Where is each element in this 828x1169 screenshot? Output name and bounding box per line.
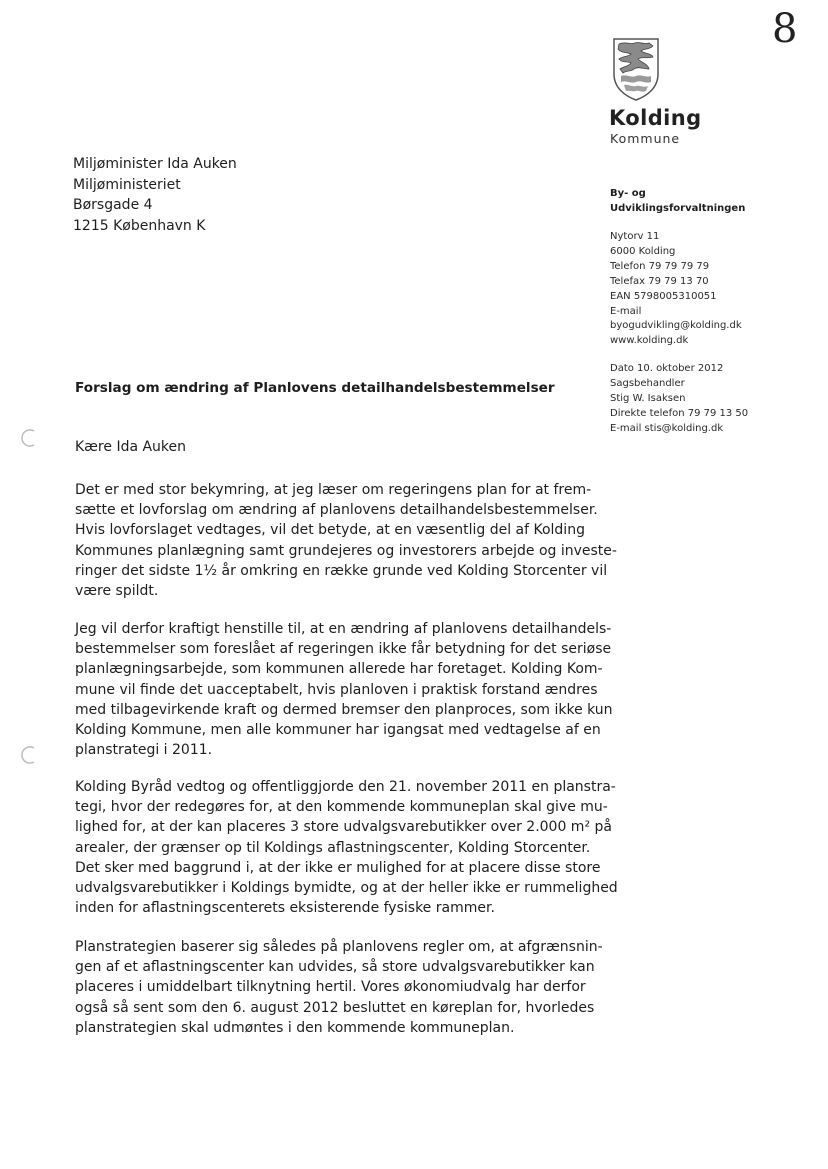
recipient-line: 1215 København K — [73, 217, 206, 234]
case-info-line: E-mail stis@kolding.dk — [610, 422, 724, 434]
case-info-line: Sagsbehandler — [610, 377, 685, 389]
letter-subject: Forslag om ændring af Planlovens detailhandelsbestemmelser — [75, 380, 555, 396]
recipient-line: Miljøministeriet — [73, 176, 181, 193]
punch-hole-mark — [20, 745, 38, 765]
paragraph-line: Planstrategien baserer sig således på planlovens regler om, at afgrænsnin- — [75, 939, 603, 955]
paragraph-line: placeres i umiddelbart tilknytning hertil. Vores økonomiudvalg har derfor — [75, 979, 586, 996]
paragraph-line: Det er med stor bekymring, at jeg læser om regeringens plan for at frem- — [75, 482, 592, 498]
case-info-line: Direkte telefon 79 79 13 50 — [610, 407, 749, 419]
body-paragraph — [75, 777, 618, 918]
brand-subtitle: Kommune — [610, 131, 681, 146]
paragraph-line: tegi, hvor der redegøres for, at den kommende kommuneplan skal give mu- — [75, 799, 608, 816]
paragraph-line: gen af et aflastningscenter kan udvides, så store udvalgsvarebutikker kan — [75, 959, 595, 976]
paragraph-line: lighed for, at der kan placeres 3 store udvalgsvarebutikker over 2.000 m² på — [75, 819, 612, 836]
sender-contact — [610, 230, 742, 349]
body-paragraph — [75, 937, 615, 1038]
contact-line: EAN 5798005310051 — [610, 290, 717, 302]
paragraph-line: planstrategi i 2011. — [75, 742, 213, 759]
paragraph-line: med tilbagevirkende kraft og dermed bremser den planproces, som ikke kun — [75, 701, 613, 718]
recipient-line: Børsgade 4 — [73, 197, 153, 213]
contact-line: Nytorv 11 — [610, 231, 660, 242]
case-info-line: Dato 10. oktober 2012 — [610, 363, 724, 374]
paragraph-line: Jeg vil derfor kraftigt henstille til, at en ændring af planlovens detailhandels- — [75, 621, 612, 637]
body-paragraph — [75, 619, 615, 760]
paragraph-line: sætte et lovforslag om ændring af planlovens detailhandelsbestemmelser. — [75, 502, 598, 519]
paragraph-line: Hvis lovforslaget vedtages, vil det betyde, at en væsentlig del af Kolding — [75, 522, 585, 539]
contact-line: 6000 Kolding — [610, 245, 676, 257]
kolding-crest-icon — [611, 36, 661, 102]
sender-department — [610, 186, 745, 216]
paragraph-line: bestemmelser som foreslået af regeringen ikke får betydning for det seriøse — [75, 641, 612, 658]
paragraph-line: arealer, der grænser op til Koldings aflastningscenter, Kolding Storcenter. — [75, 839, 591, 856]
punch-hole-mark — [20, 428, 38, 448]
paragraph-line: mune vil finde det uacceptabelt, hvis planloven i praktisk forstand ændres — [75, 681, 598, 698]
department-line: By- og — [610, 188, 646, 199]
brand-name: Kolding — [609, 106, 702, 130]
paragraph-line: Kolding Byråd vedtog og offentliggjorde den 21. november 2011 en planstra- — [75, 779, 616, 795]
department-line: Udviklingsforvaltningen — [610, 203, 746, 214]
page-number: 8 — [772, 6, 798, 52]
contact-line: byogudvikling@kolding.dk — [610, 320, 742, 332]
contact-line: Telefax 79 79 13 70 — [610, 275, 709, 287]
paragraph-line: planlægningsarbejde, som kommunen allerede har foretaget. Kolding Kom- — [75, 661, 603, 678]
paragraph-line: Kolding Kommune, men alle kommuner har igangsat med vedtagelse af en — [75, 722, 601, 739]
contact-line: E-mail — [610, 305, 642, 317]
paragraph-line: ringer det sidste 1½ år omkring en række grunde ved Kolding Storcenter vil — [75, 562, 608, 579]
paragraph-line: være spildt. — [75, 583, 159, 600]
case-info-line: Stig W. Isaksen — [610, 392, 686, 404]
paragraph-line: udvalgsvarebutikker i Koldings bymidte, og at der heller ikke er rummelighed — [75, 880, 618, 897]
paragraph-line: Kommunes planlægning samt grundejeres og investorers arbejde og investe- — [75, 542, 617, 559]
paragraph-line: inden for aflastningscenterets eksisterende fysiske rammer. — [75, 900, 495, 917]
contact-line: Telefon 79 79 79 79 — [610, 260, 710, 272]
recipient-line: Miljøminister Ida Auken — [73, 156, 237, 172]
case-info — [610, 362, 748, 437]
recipient-address — [73, 154, 237, 236]
salutation: Kære Ida Auken — [75, 439, 187, 455]
paragraph-line: Det sker med baggrund i, at der ikke er mulighed for at placere disse store — [75, 859, 601, 876]
paragraph-line: også så sent som den 6. august 2012 besluttet en køreplan for, hvorledes — [75, 999, 595, 1016]
contact-line: www.kolding.dk — [610, 335, 689, 347]
body-paragraph — [75, 480, 615, 601]
paragraph-line: planstrategien skal udmøntes i den kommende kommuneplan. — [75, 1019, 515, 1036]
